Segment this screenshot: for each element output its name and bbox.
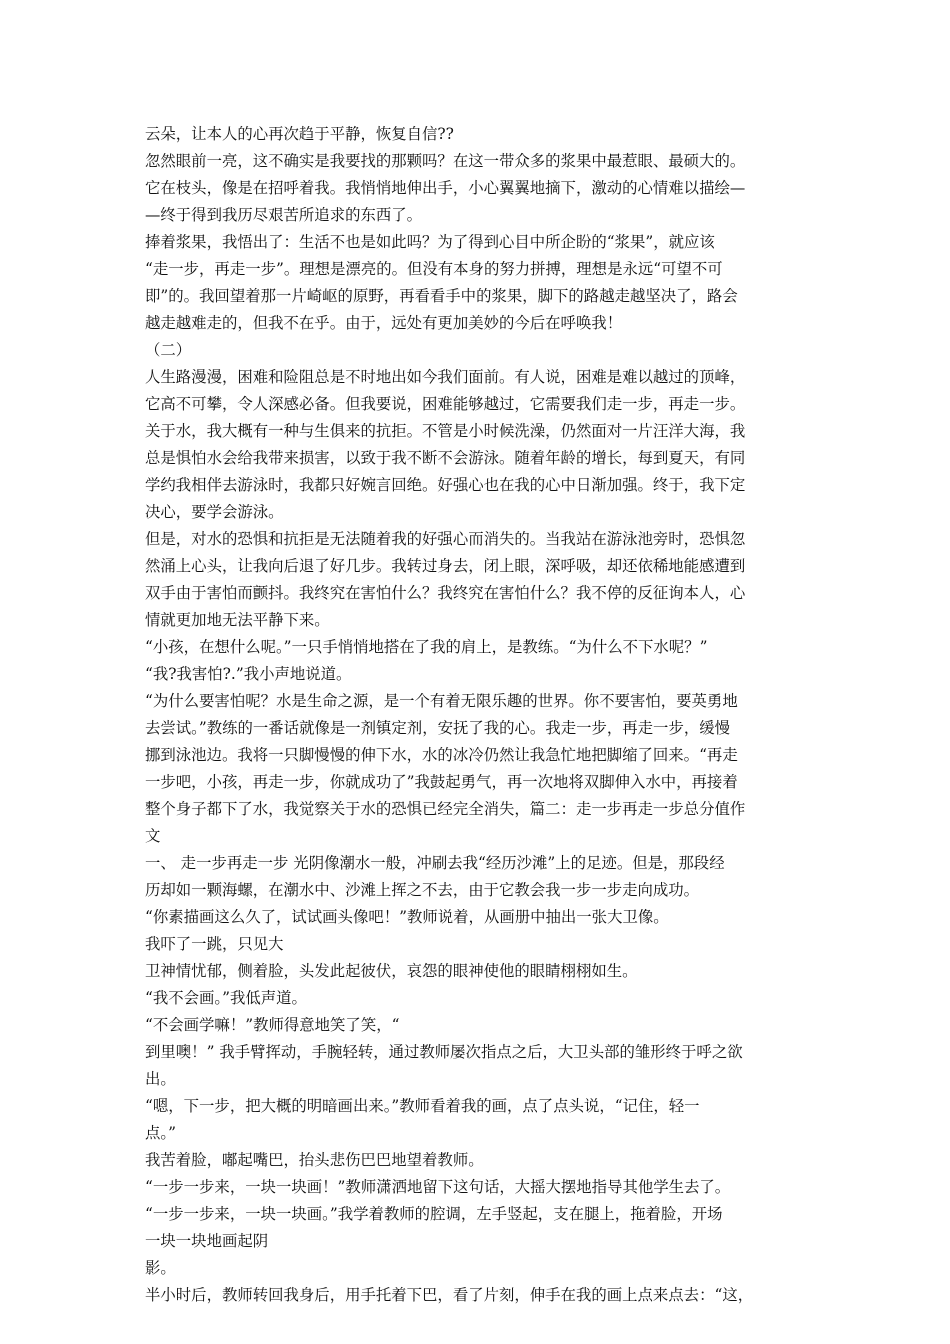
text-line: 半小时后，教师转回我身后，用手托着下巴，看了片刻，伸手在我的画上点来点去：“这，	[145, 1286, 754, 1304]
text-line: 关于水，我大概有一种与生俱来的抗拒。不管是小时候洗澡，仍然面对一片汪洋大海，我	[145, 422, 746, 440]
text-line: —终于得到我历尽艰苦所追求的东西了。	[145, 206, 423, 224]
text-line: 我吓了一跳，只见大	[145, 935, 284, 953]
text-line: 云朵，让本人的心再次趋于平静，恢复自信??	[145, 125, 454, 143]
text-line: “一步一步来，一块一块画。”我学着教师的腔调，左手竖起，支在腿上，拖着脸，开场	[145, 1205, 723, 1223]
text-line: 它高不可攀，令人深感必备。但我要说，困难能够越过，它需要我们走一步，再走一步。	[145, 395, 746, 413]
text-line: 影。	[145, 1259, 176, 1277]
text-line: 挪到泳池边。我将一只脚慢慢的伸下水，水的冰冷仍然让我急忙地把脚缩了回来。“再走	[145, 746, 738, 764]
text-line: “你素描画这么久了，试试画头像吧！”教师说着，从画册中抽出一张大卫像。	[145, 908, 669, 926]
text-line: 我苦着脸，嘟起嘴巴，抬头悲伤巴巴地望着教师。	[145, 1151, 484, 1169]
text-line: 一、 走一步再走一步 光阴像潮水一般，冲刷去我“经历沙滩”上的足迹。但是，那段经	[145, 854, 725, 872]
text-line: “小孩，在想什么呢。”一只手悄悄地搭在了我的肩上，是教练。“为什么不下水呢？”	[145, 638, 708, 656]
text-line: 历却如一颗海螺，在潮水中、沙滩上挥之不去，由于它教会我一步一步走向成功。	[145, 881, 700, 899]
text-line: 越走越难走的，但我不在乎。由于，远处有更加美妙的今后在呼唤我！	[145, 314, 623, 332]
text-line: 忽然眼前一亮，这不确实是我要找的那颗吗？在这一带众多的浆果中最惹眼、最硕大的。	[145, 152, 746, 170]
text-line: 整个身子都下了水，我觉察关于水的恐惧已经完全消失，篇二：走一步再走一步总分值作	[145, 800, 746, 818]
text-line: “嗯，下一步，把大概的明暗画出来。”教师看着我的画，点了点头说，“记住，轻一	[145, 1097, 700, 1115]
text-line: 卫神情忧郁，侧着脸，头发此起彼伏，哀怨的眼神使他的眼睛栩栩如生。	[145, 962, 638, 980]
text-line: 去尝试。”教练的一番话就像是一剂镇定剂，安抚了我的心。我走一步，再走一步，缓慢	[145, 719, 731, 737]
text-line: 点。”	[145, 1124, 176, 1142]
text-line: （二）	[145, 341, 192, 359]
text-line: 一块一块地画起阴	[145, 1232, 269, 1250]
text-line: “不会画学嘛！”教师得意地笑了笑，“	[145, 1016, 400, 1034]
text-line: 文	[145, 827, 161, 845]
text-line: “我?我害怕?.”我小声地说道。	[145, 665, 352, 683]
text-line: 双手由于害怕而颤抖。我终究在害怕什么？我终究在害怕什么？我不停的反征询本人，心	[145, 584, 746, 602]
text-line: “一步一步来，一块一块画！”教师潇洒地留下这句话，大摇大摆地指导其他学生去了。	[145, 1178, 731, 1196]
text-line: 学约我相伴去游泳时，我都只好婉言回绝。好强心也在我的心中日渐加强。终于，我下定	[145, 476, 746, 494]
text-line: “走一步，再走一步”。理想是漂亮的。但没有本身的努力拼搏，理想是永远“可望不可	[145, 260, 723, 278]
text-line: 它在枝头，像是在招呼着我。我悄悄地伸出手，小心翼翼地摘下，激动的心情难以描绘—	[145, 179, 746, 197]
text-line: “我不会画。”我低声道。	[145, 989, 307, 1007]
text-line: 出。	[145, 1070, 176, 1088]
text-line: “为什么要害怕呢？水是生命之源，是一个有着无限乐趣的世界。你不要害怕，要英勇地	[145, 692, 738, 710]
text-line: 一步吧，小孩，再走一步，你就成功了”我鼓起勇气，再一次地将双脚伸入水中，再接着	[145, 773, 738, 791]
text-line: 总是惧怕水会给我带来损害，以致于我不断不会游泳。随着年龄的增长，每到夏天，有同	[145, 449, 746, 467]
text-line: 但是，对水的恐惧和抗拒是无法随着我的好强心而消失的。当我站在游泳池旁时，恐惧忽	[145, 530, 746, 548]
text-line: 即”的。我回望着那一片崎岖的原野，再看看手中的浆果，脚下的路越走越坚决了，路会	[145, 287, 738, 305]
document-body	[145, 121, 825, 1309]
text-line: 然涌上心头，让我向后退了好几步。我转过身去，闭上眼，深呼吸，却还依稀地能感遭到	[145, 557, 746, 575]
text-line: 捧着浆果，我悟出了：生活不也是如此吗？为了得到心目中所企盼的“浆果”，就应该	[145, 233, 715, 251]
text-line: 到里噢！” 我手臂挥动，手腕轻转，通过教师屡次指点之后，大卫头部的雏形终于呼之欲	[145, 1043, 743, 1061]
text-line: 人生路漫漫，困难和险阻总是不时地出如今我们面前。有人说，困难是难以越过的顶峰，	[145, 368, 746, 386]
text-line: 情就更加地无法平静下来。	[145, 611, 330, 629]
text-line: 决心，要学会游泳。	[145, 503, 284, 521]
